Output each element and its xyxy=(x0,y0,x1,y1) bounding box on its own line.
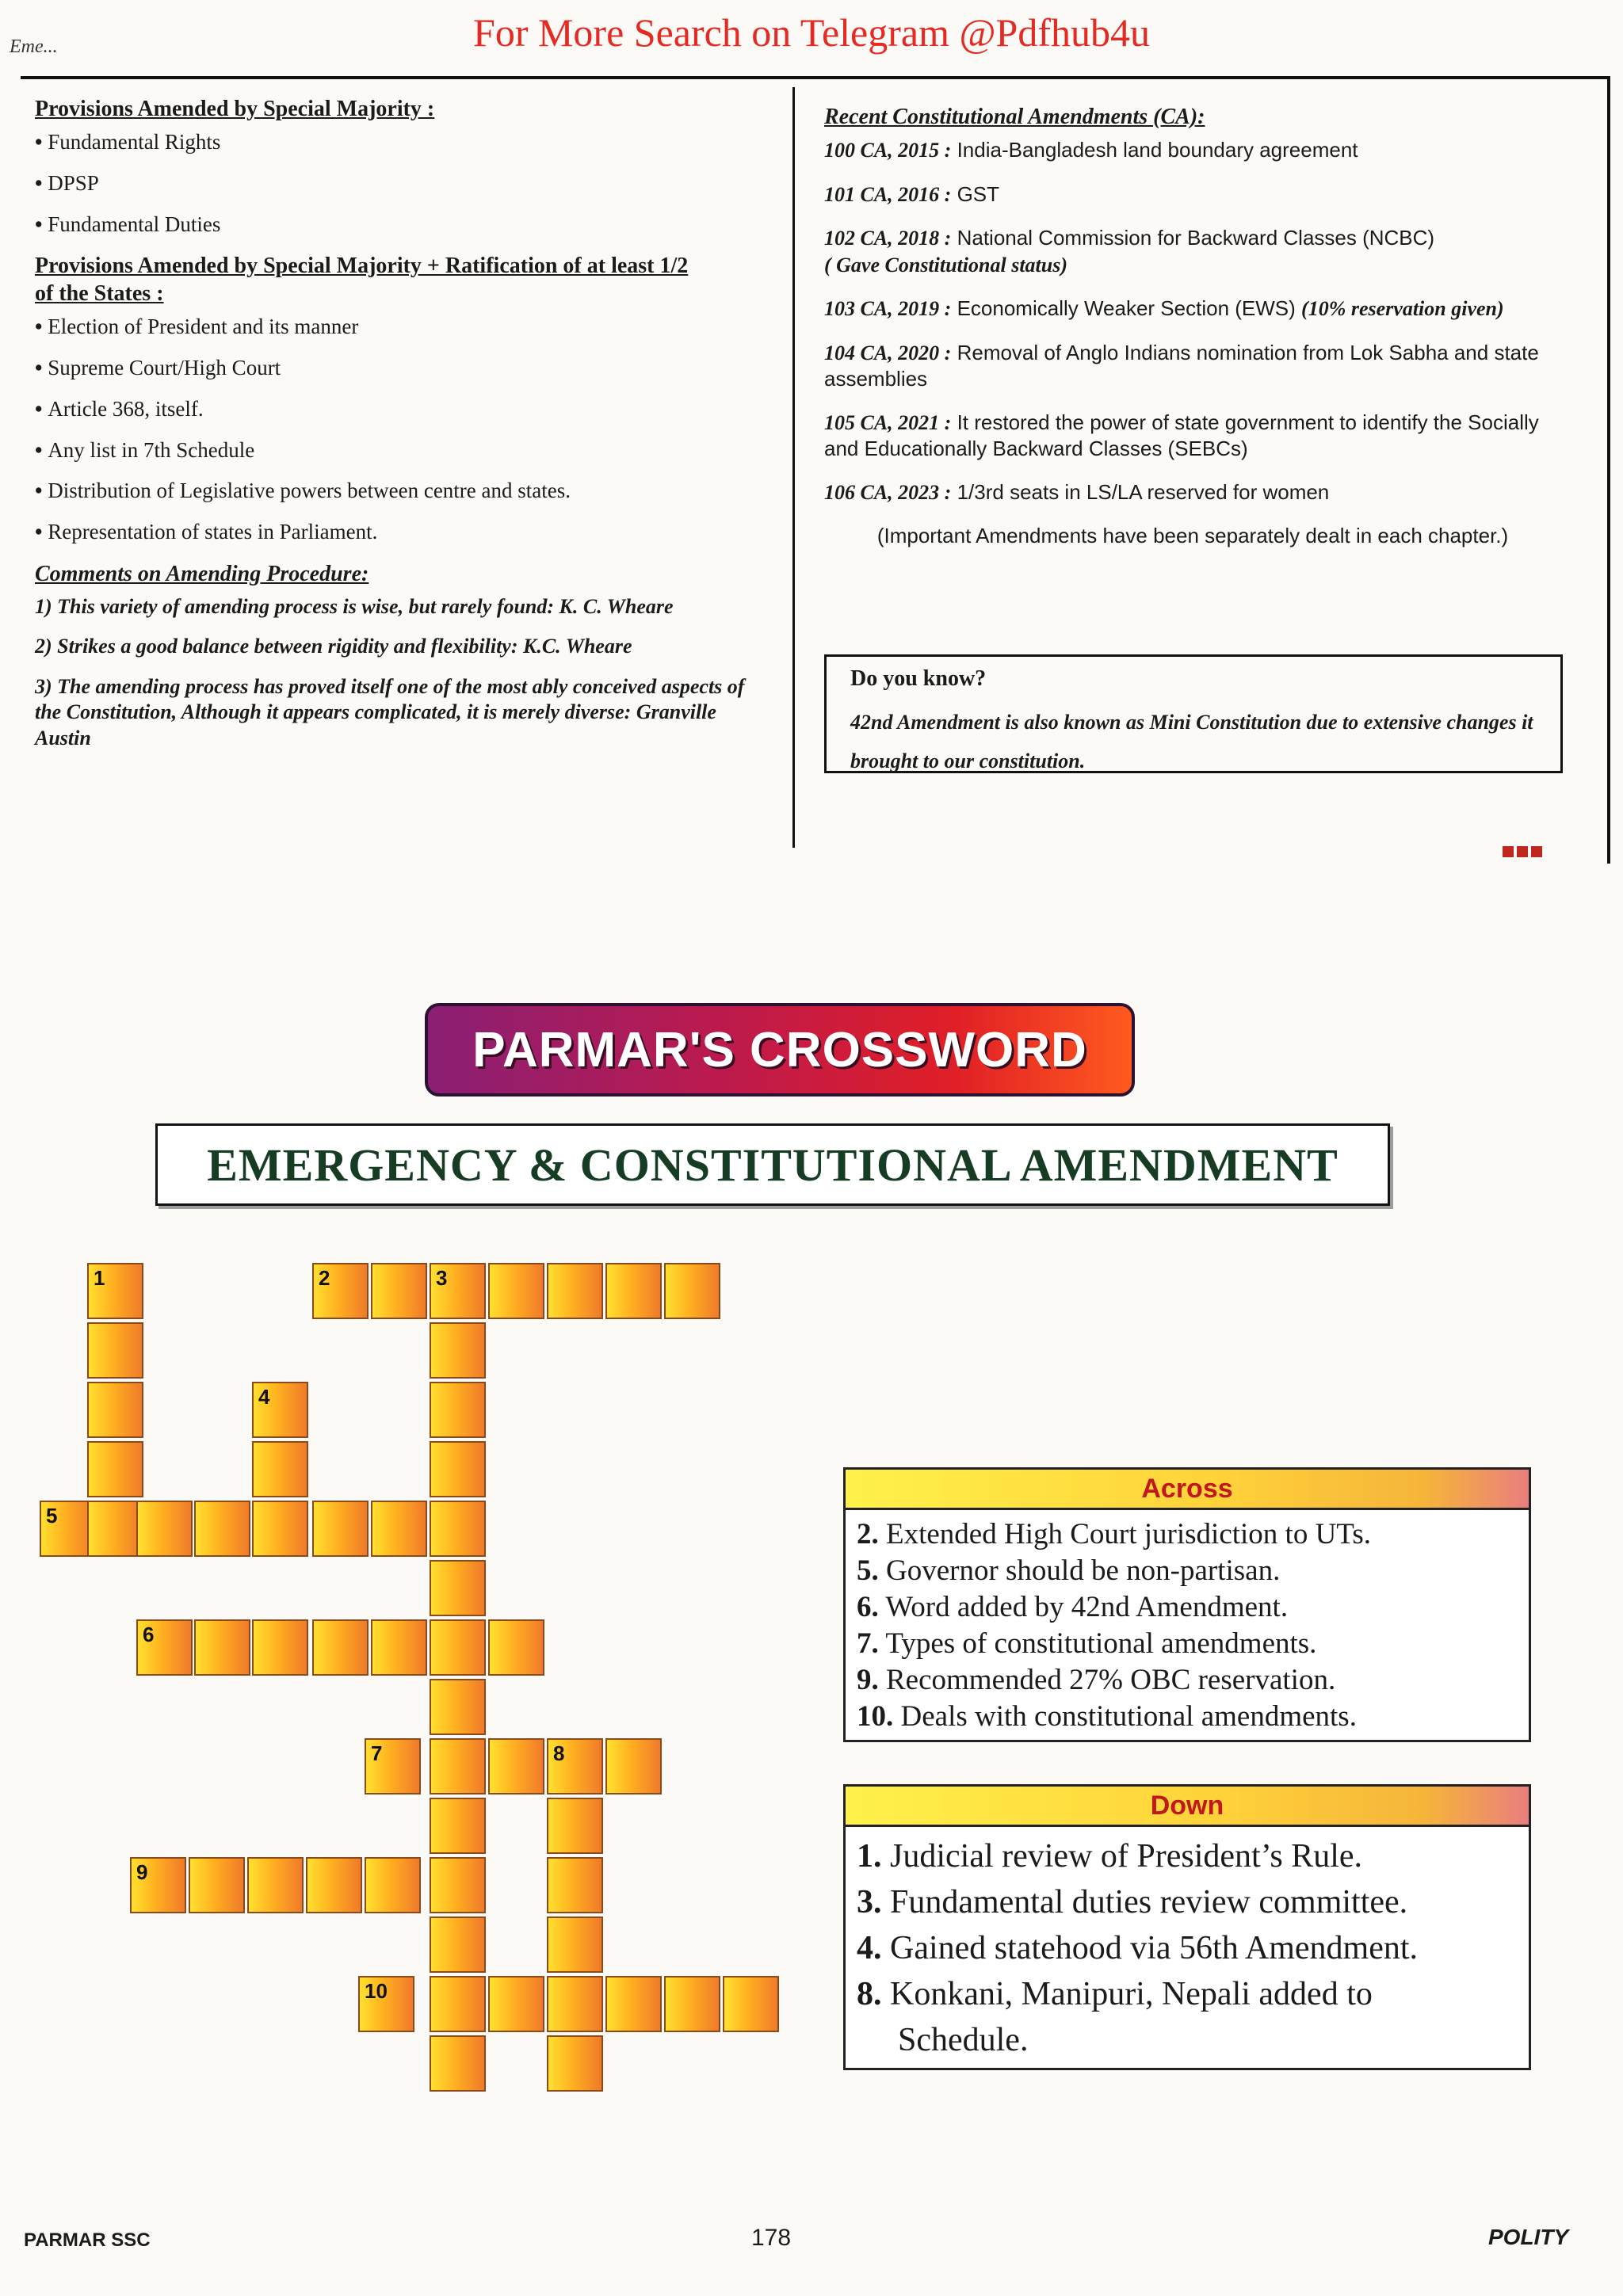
clue-item xyxy=(857,1589,1516,1626)
clue-item xyxy=(857,1553,1516,1589)
clue-number: 9 xyxy=(136,1860,148,1884)
crossword-cell[interactable] xyxy=(252,1619,308,1676)
clue-item xyxy=(857,1516,1516,1553)
crossword-cell[interactable] xyxy=(365,1857,421,1913)
do-you-know-text: 42nd Amendment is also known as Mini Constitution due to extensive changes it brought to our constitution. xyxy=(850,711,1533,773)
crossword-cell[interactable] xyxy=(430,1976,486,2032)
crossword-cell[interactable] xyxy=(87,1322,143,1379)
section-title: Recent Constitutional Amendments (CA): xyxy=(824,105,1205,129)
crossword-subtitle: EMERGENCY & CONSTITUTIONAL AMENDMENT xyxy=(155,1123,1390,1206)
crossword-cell[interactable] xyxy=(430,1501,486,1557)
clue-item xyxy=(857,1699,1516,1735)
special-majority-list xyxy=(35,129,772,238)
crossword-cell[interactable] xyxy=(247,1857,304,1913)
clue-num: 3. xyxy=(857,1884,882,1920)
clue-text: Deals with constitutional amendments. xyxy=(900,1700,1357,1733)
crossword-cell[interactable] xyxy=(358,1976,414,2032)
clue-number: 6 xyxy=(143,1623,155,1646)
amendment-label: 106 CA, 2023 : xyxy=(824,480,952,504)
amendment-extra: ( Gave Constitutional status) xyxy=(824,253,1067,277)
amendment-text: 1/3rd seats in LS/LA reserved for women xyxy=(957,479,1330,504)
amendment-item xyxy=(824,479,1561,506)
clue-item xyxy=(857,1626,1516,1662)
crossword-cell[interactable] xyxy=(430,2035,486,2092)
crossword-cell[interactable] xyxy=(312,1501,369,1557)
crossword-cell[interactable] xyxy=(371,1263,427,1319)
comment-item: 1) This variety of amending process is wise, but rarely found: K. C. Wheare xyxy=(35,594,674,618)
crossword-cell[interactable] xyxy=(547,1857,603,1913)
crossword-cell[interactable] xyxy=(430,1738,486,1794)
crossword-cell[interactable] xyxy=(547,1917,603,1973)
clue-number: 4 xyxy=(258,1385,270,1409)
clue-text: Judicial review of President’s Rule. xyxy=(890,1838,1363,1875)
crossword-cell[interactable] xyxy=(365,1738,421,1794)
across-title: Across xyxy=(843,1467,1531,1510)
amendment-note: (Important Amendments have been separately dealt in each chapter.) xyxy=(876,524,1509,547)
crossword-cell[interactable] xyxy=(664,1263,720,1319)
clue-number: 10 xyxy=(365,1979,388,2003)
crossword-cell[interactable] xyxy=(430,1560,486,1616)
crossword-cell[interactable] xyxy=(430,1679,486,1735)
list-item: • Article 368, itself. xyxy=(35,396,772,423)
comment-item: 2) Strikes a good balance between rigidity and flexibility: K.C. Wheare xyxy=(35,635,632,658)
crossword-cell[interactable] xyxy=(130,1857,186,1913)
amendment-text: GST xyxy=(957,181,1000,206)
across-list xyxy=(843,1510,1531,1742)
crossword-cell[interactable] xyxy=(605,1263,662,1319)
crossword-cell[interactable] xyxy=(252,1382,308,1438)
amendment-text: India-Bangladesh land boundary agreement xyxy=(957,138,1358,162)
crossword-cell[interactable] xyxy=(605,1976,662,2032)
down-clues xyxy=(843,1784,1531,2070)
footer-brand: PARMAR SSC xyxy=(24,2229,151,2251)
section-title xyxy=(35,252,772,307)
crossword-cell[interactable] xyxy=(547,1798,603,1854)
amendment-text: Removal of Anglo Indians nomination from Lok Sabha and state assemblies xyxy=(824,340,1539,391)
end-square xyxy=(1517,846,1528,857)
clue-text: Konkani, Manipuri, Nepali added to xyxy=(890,1976,1373,2012)
clue-text: Types of constitutional amendments. xyxy=(885,1627,1317,1660)
ratification-list xyxy=(35,314,772,546)
crossword-cell[interactable] xyxy=(371,1619,427,1676)
clue-item xyxy=(857,1662,1516,1699)
crossword-cell[interactable] xyxy=(664,1976,720,2032)
crossword-cell[interactable] xyxy=(723,1976,779,2032)
clue-item xyxy=(857,1925,1516,1971)
clue-num: 8. xyxy=(857,1976,882,2012)
amendment-label: 102 CA, 2018 : xyxy=(824,227,952,250)
end-square xyxy=(1531,846,1542,857)
list-item: • DPSP xyxy=(35,170,772,197)
amendment-item xyxy=(824,137,1561,164)
clue-num: 4. xyxy=(857,1930,882,1966)
clue-number: 1 xyxy=(94,1266,105,1290)
amendment-item xyxy=(824,181,1561,208)
list-item: • Fundamental Duties xyxy=(35,212,772,238)
crossword-cell[interactable] xyxy=(488,1619,544,1676)
list-item: • Distribution of Legislative powers between centre and states. xyxy=(35,478,772,505)
amendment-extra: (10% reservation given) xyxy=(1301,297,1504,320)
amendment-item xyxy=(824,296,1561,322)
left-column xyxy=(35,95,772,765)
crossword-cell[interactable] xyxy=(312,1263,369,1319)
crossword-cell[interactable] xyxy=(430,1382,486,1438)
amendment-label: 105 CA, 2021 : xyxy=(824,410,952,434)
crossword-banner: PARMAR'S CROSSWORD xyxy=(425,1003,1135,1097)
clue-num: 5. xyxy=(857,1554,879,1587)
crossword-cell[interactable] xyxy=(488,1263,544,1319)
comment-item: 3) The amending process has proved itself one of the most ably conceived aspects of the Constitution, Although it appears complicated, it is merely diverse: Granville Austin xyxy=(35,674,745,749)
crossword-cell[interactable] xyxy=(194,1619,250,1676)
section-title-line: of the States : xyxy=(35,281,164,307)
crossword-cell[interactable] xyxy=(194,1501,250,1557)
clue-number: 2 xyxy=(319,1266,330,1290)
footer-subject: POLITY xyxy=(1488,2225,1569,2249)
clue-item xyxy=(857,1833,1516,1879)
crossword-cell[interactable] xyxy=(547,1263,603,1319)
crossword-cell[interactable] xyxy=(430,1917,486,1973)
amendment-item xyxy=(824,340,1561,392)
clue-num: 7. xyxy=(857,1627,879,1660)
list-item: • Supreme Court/High Court xyxy=(35,355,772,382)
crossword-cell[interactable] xyxy=(547,1976,603,2032)
amendment-item xyxy=(824,410,1561,462)
clue-num: 6. xyxy=(857,1591,879,1623)
clue-text: Gained statehood via 56th Amendment. xyxy=(890,1930,1419,1966)
section-end-mark xyxy=(1503,846,1542,857)
amendment-item xyxy=(824,225,1561,278)
clue-text: Extended High Court jurisdiction to UTs. xyxy=(886,1518,1371,1550)
amendment-text: National Commission for Backward Classes (NCBC) xyxy=(957,226,1435,250)
crossword-cell[interactable] xyxy=(371,1501,427,1557)
clue-number: 5 xyxy=(46,1504,58,1527)
crossword-cell[interactable] xyxy=(252,1441,308,1497)
list-item: • Any list in 7th Schedule xyxy=(35,437,772,464)
crossword-cell[interactable] xyxy=(488,1976,544,2032)
clue-text: Word added by 42nd Amendment. xyxy=(885,1591,1289,1623)
list-item: • Fundamental Rights xyxy=(35,129,772,156)
clue-text: Fundamental duties review committee. xyxy=(890,1884,1408,1920)
end-square xyxy=(1503,846,1514,857)
crossword-cell[interactable] xyxy=(136,1501,193,1557)
crossword-cell[interactable] xyxy=(430,1798,486,1854)
section-title: Comments on Amending Procedure: xyxy=(35,561,369,586)
crossword-cell[interactable] xyxy=(136,1619,193,1676)
amendment-label: 104 CA, 2020 : xyxy=(824,341,952,364)
column-divider xyxy=(792,87,795,848)
crossword-cell[interactable] xyxy=(87,1382,143,1438)
clue-num: 1. xyxy=(857,1838,882,1875)
crossword-cell[interactable] xyxy=(252,1501,308,1557)
clue-item xyxy=(857,1971,1516,2063)
clue-number: 7 xyxy=(371,1741,383,1765)
corner-heading: Eme... xyxy=(10,36,58,57)
crossword-cell[interactable] xyxy=(189,1857,245,1913)
crossword-cell[interactable] xyxy=(547,2035,603,2092)
crossword-cell[interactable] xyxy=(312,1619,369,1676)
section-title: Provisions Amended by Special Majority : xyxy=(35,97,435,121)
crossword-cell[interactable] xyxy=(87,1263,143,1319)
list-item: • Representation of states in Parliament. xyxy=(35,519,772,546)
amendment-label: 100 CA, 2015 : xyxy=(824,139,952,162)
telegram-watermark: For More Search on Telegram @Pdfhub4u xyxy=(473,10,1150,55)
crossword-cell[interactable] xyxy=(306,1857,362,1913)
down-list xyxy=(843,1827,1531,2070)
do-you-know-title: Do you know? xyxy=(850,666,987,691)
section-title-line: Provisions Amended by Special Majority + Ratification of at least 1/2 xyxy=(35,254,689,279)
amendment-text: It restored the power of state government to identify the Socially and Educationally Backward Classes (SEBCs) xyxy=(824,410,1539,460)
clue-text-wrap: Schedule. xyxy=(898,2022,1029,2058)
clue-number: 3 xyxy=(436,1266,448,1290)
do-you-know-box xyxy=(824,654,1563,773)
clue-num: 9. xyxy=(857,1664,879,1696)
crossword-cell[interactable] xyxy=(430,1857,486,1913)
across-clues xyxy=(843,1467,1531,1742)
crossword-cell[interactable] xyxy=(430,1322,486,1379)
crossword-cell[interactable] xyxy=(87,1501,143,1557)
amendment-label: 103 CA, 2019 : xyxy=(824,297,952,320)
clue-num: 2. xyxy=(857,1518,879,1550)
crossword-cell[interactable] xyxy=(430,1441,486,1497)
crossword-cell[interactable] xyxy=(605,1738,662,1794)
crossword-cell[interactable] xyxy=(87,1441,143,1497)
amendment-text: Economically Weaker Section (EWS) xyxy=(957,296,1296,320)
crossword-cell[interactable] xyxy=(430,1263,486,1319)
clue-text: Governor should be non-partisan. xyxy=(886,1554,1281,1587)
down-title: Down xyxy=(843,1784,1531,1827)
crossword-cell[interactable] xyxy=(488,1738,544,1794)
right-column xyxy=(824,103,1561,549)
amendment-label: 101 CA, 2016 : xyxy=(824,182,952,206)
crossword-cell[interactable] xyxy=(547,1738,603,1794)
list-item: • Election of President and its manner xyxy=(35,314,772,341)
clue-text: Recommended 27% OBC reservation. xyxy=(886,1664,1336,1696)
clue-num: 10. xyxy=(857,1700,894,1733)
crossword-cell[interactable] xyxy=(430,1619,486,1676)
clue-number: 8 xyxy=(553,1741,565,1765)
page-number: 178 xyxy=(751,2225,792,2251)
clue-item xyxy=(857,1879,1516,1925)
